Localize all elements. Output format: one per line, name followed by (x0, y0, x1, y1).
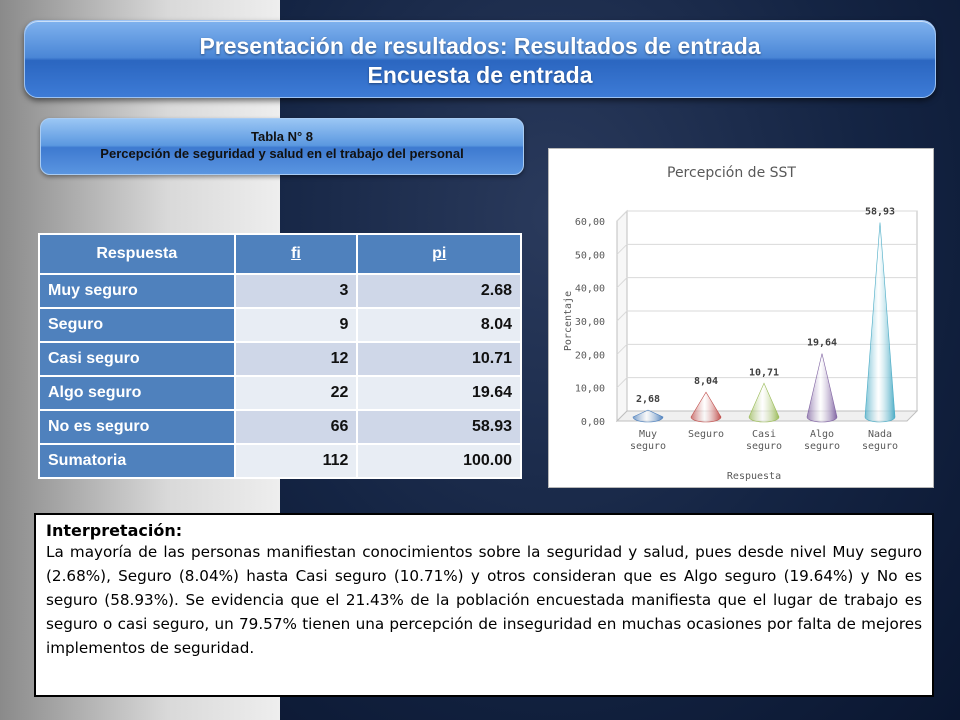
data-label: 8,04 (693, 376, 719, 388)
table-row (39, 274, 521, 308)
y-tick-label: 0,00 (580, 417, 605, 428)
row-pi: 58.93 (357, 410, 521, 444)
slide-title: Presentación de resultados: Resultados de entrada (199, 33, 761, 59)
row-pi: 19.64 (357, 376, 521, 410)
y-tick-label: 20,00 (574, 350, 605, 362)
interpretation-title: Interpretación: (46, 521, 183, 540)
interpretation-text: La mayoría de las personas manifiestan conocimientos sobre la seguridad y salud, pues desde nivel Muy seguro (2.68%), Seguro (8.04%) hasta Casi seguro (10.71%) y otros consideran que es Algo seguro (19.64%) y No es seguro (58.93%). Se evidencia que el 21.43% de la población encuestada manifiesta que el lugar de trabajo es seguro o casi seguro, un 79.57% tienen una percepción de inseguridad en muchas ocasiones por falta de mejores implementos de seguridad. (46, 543, 922, 657)
title-banner (24, 20, 936, 98)
table-total-row (39, 444, 521, 478)
row-fi: 9 (235, 308, 358, 342)
header-respuesta: Respuesta (39, 234, 235, 274)
x-tick-label: Seguro (687, 429, 725, 440)
chart-panel (548, 148, 934, 488)
row-pi: 2.68 (357, 274, 521, 308)
x-tick-label: Casi (751, 429, 777, 440)
x-axis-label: Respuesta (726, 471, 782, 482)
row-label: Algo seguro (39, 376, 235, 410)
row-label: Seguro (39, 308, 235, 342)
x-tick-label: seguro (803, 441, 841, 452)
table-row (39, 342, 521, 376)
data-label: 2,68 (635, 394, 661, 406)
total-pi: 100.00 (357, 444, 521, 478)
x-tick-label: seguro (629, 441, 667, 452)
header-fi-text: fi (291, 245, 301, 262)
header-fi (235, 234, 358, 274)
x-tick-label: Algo (809, 429, 835, 440)
table-header-row (39, 234, 521, 274)
interpretation-box (34, 513, 934, 697)
x-tick-label: Nada (867, 429, 893, 440)
row-label: Casi seguro (39, 342, 235, 376)
x-tick-label: seguro (861, 441, 899, 452)
y-tick-label: 50,00 (574, 250, 605, 262)
y-tick-label: 10,00 (574, 383, 605, 395)
y-tick-label: 60,00 (574, 217, 605, 228)
table-title: Percepción de seguridad y salud en el trabajo del personal (100, 146, 464, 161)
row-fi: 22 (235, 376, 358, 410)
total-label: Sumatoria (39, 444, 235, 478)
y-tick-label: 30,00 (574, 317, 605, 328)
row-fi: 12 (235, 342, 358, 376)
row-pi: 8.04 (357, 308, 521, 342)
header-pi (357, 234, 521, 274)
total-fi: 112 (235, 444, 358, 478)
table-row (39, 308, 521, 342)
table-caption (40, 118, 524, 175)
table-number: Tabla N° 8 (250, 129, 314, 144)
y-tick-label: 40,00 (574, 283, 605, 295)
slide-subtitle: Encuesta de entrada (367, 62, 593, 88)
frequency-table (38, 233, 522, 479)
cone-chart (549, 149, 933, 487)
row-fi: 3 (235, 274, 358, 308)
table-row (39, 410, 521, 444)
x-tick-label: seguro (745, 441, 783, 452)
data-label: 19,64 (806, 337, 838, 349)
row-fi: 66 (235, 410, 358, 444)
x-tick-label: Muy (638, 429, 658, 440)
data-label: 58,93 (864, 206, 896, 218)
table-row (39, 376, 521, 410)
row-pi: 10.71 (357, 342, 521, 376)
row-label: No es seguro (39, 410, 235, 444)
y-axis-label: Porcentaje (563, 290, 574, 352)
row-label: Muy seguro (39, 274, 235, 308)
chart-title: Percepción de SST (667, 165, 796, 181)
data-label: 10,71 (748, 367, 780, 379)
header-pi-text: pi (432, 245, 447, 262)
